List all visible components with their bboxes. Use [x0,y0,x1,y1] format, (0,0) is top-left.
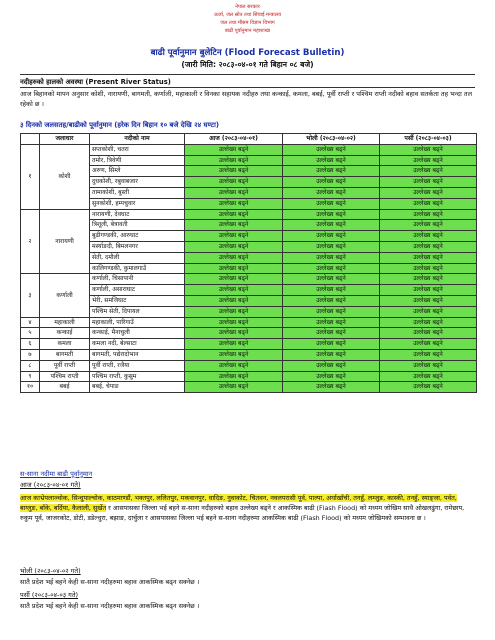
river-station: कालिगण्डकी, कुमालगाउँ [90,263,185,274]
forecast-status-cell: उल्लेख्य बढ्ने [283,339,380,350]
forecast-status-cell: उल्लेख्य बढ्ने [380,382,477,393]
basin-number: ४ [21,317,40,328]
table-row [21,317,477,328]
river-station: सुनकोशी, हम्पचुवार [90,198,185,209]
table-row [21,382,477,393]
column-header: आज (२०८३-०४-०१) [185,134,283,145]
forecast-status-cell: उल्लेख्य बढ्ने [185,198,283,209]
basin-number: ६ [21,339,40,350]
table-row [21,155,477,166]
forecast-status-cell: उल्लेख्य बढ्ने [380,339,477,350]
bulletin-title: बाढी पूर्वानुमान बुलेटिन (Flood Forecast Bulletin) [150,48,345,58]
table-row [21,263,477,274]
forecast-status-cell: उल्लेख्य बढ्ने [185,274,283,285]
forecast-status-cell: उल्लेख्य बढ्ने [283,317,380,328]
divider [20,74,475,75]
basin-name: बबई [40,382,90,393]
forecast-status-cell: उल्लेख्य बढ्ने [380,166,477,177]
column-header: नदीको नाम [90,134,185,145]
header-line-4: बाढी पूर्वानुमान महाशाखा [224,28,271,34]
forecast-status-cell: उल्लेख्य बढ्ने [185,285,283,296]
river-station: अरुण, सिम्ले [90,166,185,177]
divider [20,87,475,88]
forecast-status-cell: उल्लेख्य बढ्ने [380,187,477,198]
basin-name: कमला [40,339,90,350]
forecast-status-cell: उल्लेख्य बढ्ने [283,371,380,382]
forecast-heading: ३ दिनको जलसतह/बाढीको पूर्वानुमान (हरेक दिन बिहान १० बजे देखि २४ घण्टा) [20,121,219,129]
table-row [21,177,477,188]
forecast-status-cell: उल्लेख्य बढ्ने [380,231,477,242]
table-row [21,198,477,209]
river-station: कन्काई, मैनाचुली [90,328,185,339]
forecast-status-cell: उल्लेख्य बढ्ने [283,144,380,155]
forecast-status-cell: उल्लेख्य बढ्ने [380,295,477,306]
column-header: जलाधार [40,134,90,145]
river-station: सेती, दमौली [90,252,185,263]
forecast-status-cell: उल्लेख्य बढ्ने [283,349,380,360]
forecast-status-cell: उल्लेख्य बढ्ने [185,155,283,166]
forecast-status-cell: उल्लेख्य बढ्ने [380,328,477,339]
dayafter-label: पर्सी (२०८३-०४-०३ गते) [20,591,79,599]
forecast-status-cell: उल्लेख्य बढ्ने [380,144,477,155]
forecast-status-cell: उल्लेख्य बढ्ने [380,252,477,263]
river-station: बागमती, पद्येरादोभान [90,349,185,360]
forecast-status-cell: उल्लेख्य बढ्ने [283,252,380,263]
forecast-status-cell: उल्लेख्य बढ्ने [283,241,380,252]
forecast-status-cell: उल्लेख्य बढ्ने [283,263,380,274]
river-station: पश्चिम सेती, दिपायल [90,306,185,317]
basin-number: १ [21,144,40,209]
column-header [21,134,40,145]
forecast-status-cell: उल्लेख्य बढ्ने [283,382,380,393]
forecast-status-cell: उल्लेख्य बढ्ने [185,371,283,382]
basin-name: कोशी [40,144,90,209]
tomorrow-label: भोली (२०८३-०४-०२ गते) [20,567,81,575]
river-station: पूर्वी राप्ती, रजैया [90,360,185,371]
forecast-status-cell: उल्लेख्य बढ्ने [283,274,380,285]
basin-number: ८ [21,360,40,371]
river-station: तमोर, त्रिवेणी [90,155,185,166]
forecast-status-cell: उल्लेख्य बढ्ने [185,328,283,339]
present-status-text: आज बिहानको मापन अनुसार कोशी, नारायणी, बागमती, कर्णाली, महाकाली र विनका सहायक नदीहरु तथा कन्काई, कमला, बबई, पूर्वी राप्ती र पश्चिम राप्ती नदीको बहाव सतर्कता तह भन्दा तल रहेको छ । [20,90,472,108]
forecast-status-cell: उल्लेख्य बढ्ने [380,177,477,188]
table-row [21,220,477,231]
forecast-status-cell: उल्लेख्य बढ्ने [380,209,477,220]
forecast-status-cell: उल्लेख्य बढ्ने [380,306,477,317]
river-station: भेरी, समजिघाट [90,295,185,306]
river-station: महाकाली, पारिगाउँ [90,317,185,328]
highlighted-districts: आज काभ्रेपलाञ्चोक, सिन्धुपाल्चोक, काठमाण्डौं, भक्तपुर, ललितपुर, मकवानपुर, धादिङ, नुवाकोट, चितवन, नवलपरासी पूर्व, पाल्पा, अर्घाखाँची, तनहुँ, लम्जुङ, कास्की, तनहुँ, स्याङ्जा, पर्वत, बाग्लुङ, बाँके, बर्दिया, कैलाली, सुर्खेत [20,494,457,513]
table-row [21,349,477,360]
forecast-status-cell: उल्लेख्य बढ्ने [283,220,380,231]
forecast-status-cell: उल्लेख्य बढ्ने [380,349,477,360]
column-header: पर्सी (२०८३-०४-०३) [380,134,477,145]
table-row [21,231,477,242]
today-label: आज (२०८३-०४-०१ गते) [20,481,81,489]
forecast-status-cell: उल्लेख्य बढ्ने [380,274,477,285]
forecast-status-cell: उल्लेख्य बढ्ने [380,360,477,371]
basin-number: २ [21,209,40,274]
river-station: नारायणी, देवघाट [90,209,185,220]
forecast-table-body [21,144,477,392]
basin-number: ३ [21,274,40,317]
forecast-status-cell: उल्लेख्य बढ्ने [185,166,283,177]
basin-number: ५ [21,328,40,339]
forecast-status-cell: उल्लेख्य बढ्ने [380,263,477,274]
river-station: तामाकोशी, बुस्ती [90,187,185,198]
river-station: मर्स्याङदी, बिमलनगर [90,241,185,252]
header-line-2: ऊर्जा, जल स्रोत तथा सिंचाई मन्त्रालय [213,12,282,18]
forecast-status-cell: उल्लेख्य बढ्ने [283,198,380,209]
issue-date: (जारी मिति: २०८३-०४-०१ गते बिहान ०८ बजे) [181,60,314,69]
forecast-status-cell: उल्लेख्य बढ्ने [283,360,380,371]
basin-number: ७ [21,349,40,360]
forecast-status-cell: उल्लेख्य बढ्ने [283,285,380,296]
forecast-status-cell: उल्लेख्य बढ्ने [185,382,283,393]
table-row [21,241,477,252]
forecast-status-cell: उल्लेख्य बढ्ने [283,328,380,339]
forecast-status-cell: उल्लेख्य बढ्ने [380,155,477,166]
table-row [21,209,477,220]
basin-name: महाकाली [40,317,90,328]
table-row [21,371,477,382]
river-station: दुधकोशी, रबुवाबजार [90,177,185,188]
flash-flood-detail: र आसपासका जिल्ला भई बहने स-साना नदीहरुको बहाव उल्लेख्य बढ्ने र आकस्मिक बाढी (Flash Flood) को मध्यम जोखिम साथै ओखलढुंगा, रामेछाप, रुकुम पूर्व, जाजरकोट, डोटी, डडेल्धुरा, बझाङ, दार्चुला र आसपासका जिल्ला भई बहने स-साना नदीहरुमा आकस्मिक बाढी (Flash Flood) को मध्यम जोखिमको सम्भावना छ । [20,504,465,523]
forecast-status-cell: उल्लेख्य बढ्ने [185,339,283,350]
basin-name: कर्णाली [40,274,90,317]
forecast-status-cell: उल्लेख्य बढ्ने [283,166,380,177]
table-row [21,187,477,198]
forecast-status-cell: उल्लेख्य बढ्ने [185,306,283,317]
basin-number: ९ [21,371,40,382]
forecast-status-cell: उल्लेख्य बढ्ने [380,198,477,209]
forecast-status-cell: उल्लेख्य बढ्ने [283,187,380,198]
column-header: भोली (२०८३-०४-०२) [283,134,380,145]
river-station: त्रिशूली, बेत्रावती [90,220,185,231]
present-status-heading: नदीहरुको हालको अवस्था (Present River Status) [20,78,171,86]
forecast-status-cell: उल्लेख्य बढ्ने [185,360,283,371]
forecast-status-cell: उल्लेख्य बढ्ने [380,317,477,328]
forecast-status-cell: उल्लेख्य बढ्ने [380,220,477,231]
dayafter-text: सातै प्रदेश भई बहने केही स-साना नदीहरुमा बहाव आकस्मिक बढ्न सक्नेछ । [20,602,200,610]
basin-name: बागमती [40,349,90,360]
river-station: कर्णाली, चिसापानी [90,274,185,285]
basin-name: पूर्वी राप्ती [40,360,90,371]
table-row [21,144,477,155]
basin-name: पश्चिम राप्ती [40,371,90,382]
forecast-status-cell: उल्लेख्य बढ्ने [185,241,283,252]
table-row [21,252,477,263]
table-row [21,328,477,339]
forecast-header-row [21,134,477,145]
forecast-status-cell: उल्लेख्य बढ्ने [185,263,283,274]
forecast-status-cell: उल्लेख्य बढ्ने [185,317,283,328]
forecast-status-cell: उल्लेख्य बढ्ने [283,155,380,166]
forecast-status-cell: उल्लेख्य बढ्ने [380,285,477,296]
table-row [21,339,477,350]
river-station: कमला नदी, बेल्साटा [90,339,185,350]
river-station: बबई, चेपाङ [90,382,185,393]
forecast-status-cell: उल्लेख्य बढ्ने [283,177,380,188]
river-station: बुढीगण्डकी, आरुघाट [90,231,185,242]
forecast-status-cell: उल्लेख्य बढ्ने [185,177,283,188]
forecast-status-cell: उल्लेख्य बढ्ने [380,241,477,252]
river-station: पश्चिम राप्ती, कुसुम [90,371,185,382]
forecast-status-cell: उल्लेख्य बढ्ने [380,371,477,382]
flash-flood-text [20,493,475,524]
basin-name: नारायणी [40,209,90,274]
header-line-3: जल तथा मौसम विज्ञान विभाग [220,20,275,26]
forecast-status-cell: उल्लेख्य बढ्ने [283,209,380,220]
forecast-status-cell: उल्लेख्य बढ्ने [185,349,283,360]
forecast-status-cell: उल्लेख्य बढ्ने [185,209,283,220]
basin-number: १० [21,382,40,393]
forecast-status-cell: उल्लेख्य बढ्ने [185,144,283,155]
forecast-status-cell: उल्लेख्य बढ्ने [185,187,283,198]
forecast-status-cell: उल्लेख्य बढ्ने [283,295,380,306]
river-station: सप्तकोशी, चतरा [90,144,185,155]
forecast-table [20,133,477,393]
forecast-status-cell: उल्लेख्य बढ्ने [185,220,283,231]
forecast-status-cell: उल्लेख्य बढ्ने [185,252,283,263]
forecast-status-cell: उल्लेख्य बढ्ने [283,231,380,242]
river-station: कर्णाली, असाराघाट [90,285,185,296]
table-row [21,285,477,296]
forecast-status-cell: उल्लेख्य बढ्ने [185,295,283,306]
basin-name: कन्काई [40,328,90,339]
table-row [21,274,477,285]
small-rivers-heading: स-साना नदीमा बाढी पूर्वानुमान [20,470,93,478]
tomorrow-text: सातै प्रदेश भई बहने केही स-साना नदीहरुमा बहाव आकस्मिक बढ्न सक्नेछ । [20,578,200,586]
table-row [21,306,477,317]
forecast-status-cell: उल्लेख्य बढ्ने [283,306,380,317]
table-row [21,360,477,371]
table-row [21,166,477,177]
header-line-1: नेपाल सरकार [235,4,260,10]
forecast-status-cell: उल्लेख्य बढ्ने [185,231,283,242]
table-row [21,295,477,306]
